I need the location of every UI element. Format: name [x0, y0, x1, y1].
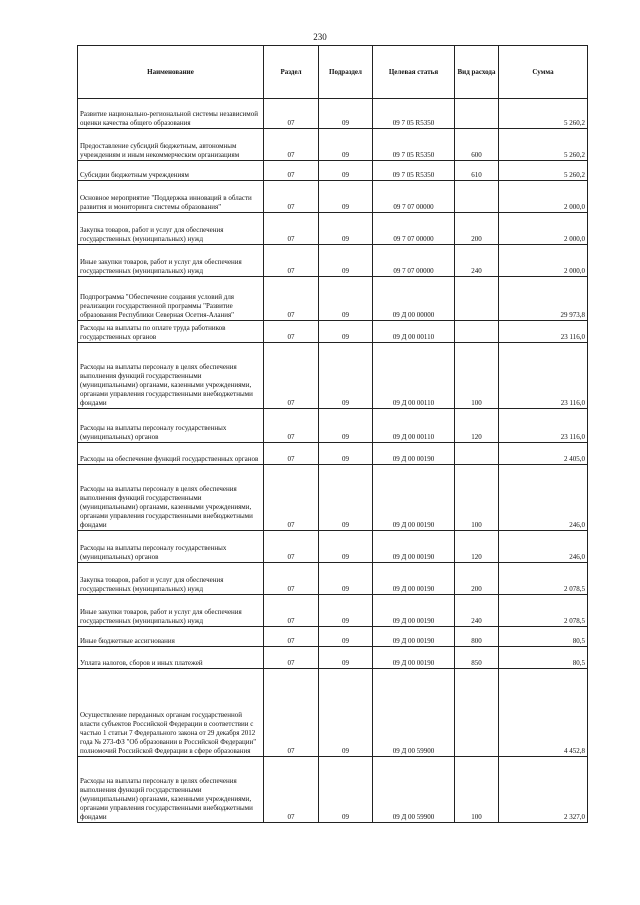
row-target: 09 Д 00 00190: [373, 531, 455, 563]
header-subsection: Подраздел: [319, 46, 373, 99]
row-subsection: 09: [319, 99, 373, 129]
table-row: [78, 161, 588, 181]
row-name: Подпрограмма "Обеспечение создания условий для реализации государственной программы "Развитие образования Республики Северная Осетия-Алания": [78, 277, 264, 321]
table-row: [78, 129, 588, 161]
row-section: 07: [264, 627, 319, 647]
row-name: Расходы на выплаты персоналу в целях обеспечения выполнения функций государственными (муниципальными) органами, казенными учреждениями, органами управления государственными внебюджетными фондами: [78, 343, 264, 409]
row-section: 07: [264, 531, 319, 563]
row-type: 240: [455, 245, 499, 277]
row-target: 09 Д 00 00190: [373, 647, 455, 669]
row-subsection: 09: [319, 245, 373, 277]
row-subsection: 09: [319, 409, 373, 443]
row-section: 07: [264, 343, 319, 409]
header-type: Вид расхода: [455, 46, 499, 99]
row-name: Иные закупки товаров, работ и услуг для обеспечения государственных (муниципальных) нужд: [78, 245, 264, 277]
table-row: [78, 343, 588, 409]
row-type: 100: [455, 757, 499, 823]
row-section: 07: [264, 443, 319, 465]
row-name: Предоставление субсидий бюджетным, автономным учреждениям и иным некоммерческим организациям: [78, 129, 264, 161]
row-name: Развитие национально-региональной системы независимой оценки качества общего образования: [78, 99, 264, 129]
table-row: [78, 757, 588, 823]
row-target: 09 7 07 00000: [373, 245, 455, 277]
row-type: 600: [455, 129, 499, 161]
table-row: [78, 647, 588, 669]
row-section: 07: [264, 213, 319, 245]
row-name: Расходы на выплаты по оплате труда работников государственных органов: [78, 321, 264, 343]
row-subsection: 09: [319, 181, 373, 213]
row-type: 850: [455, 647, 499, 669]
row-name: Уплата налогов, сборов и иных платежей: [78, 647, 264, 669]
table-row: [78, 277, 588, 321]
table-row: [78, 99, 588, 129]
row-type: 120: [455, 409, 499, 443]
table-row: [78, 627, 588, 647]
header-sum: Сумма: [499, 46, 588, 99]
row-name: Расходы на выплаты персоналу в целях обеспечения выполнения функций государственными (муниципальными) органами, казенными учреждениями, органами управления государственными внебюджетными фондами: [78, 465, 264, 531]
row-target: 09 7 05 R5350: [373, 161, 455, 181]
row-sum: 23 116,0: [499, 343, 588, 409]
row-target: 09 Д 00 00190: [373, 563, 455, 595]
row-subsection: 09: [319, 595, 373, 627]
row-type: 240: [455, 595, 499, 627]
row-section: 07: [264, 99, 319, 129]
table-row: [78, 563, 588, 595]
row-target: 09 7 05 R5350: [373, 99, 455, 129]
row-name: Осуществление переданных органам государственной власти субъектов Российской Федерации в соответствии с частью 1 статьи 7 Федерального закона от 29 декабря 2012 года № 273-ФЗ "Об образовании в Российской Федерации" полномочий Российской Федерации в сфере образования: [78, 669, 264, 757]
row-section: 07: [264, 181, 319, 213]
row-subsection: 09: [319, 465, 373, 531]
row-section: 07: [264, 757, 319, 823]
row-sum: 4 452,8: [499, 669, 588, 757]
row-type: 120: [455, 531, 499, 563]
row-sum: 23 116,0: [499, 409, 588, 443]
header-name: Наименование: [78, 46, 264, 99]
header-target: Целевая статья: [373, 46, 455, 99]
row-target: 09 Д 00 00190: [373, 465, 455, 531]
row-sum: 2 405,0: [499, 443, 588, 465]
row-section: 07: [264, 129, 319, 161]
table-row: [78, 245, 588, 277]
row-target: 09 Д 00 59900: [373, 669, 455, 757]
row-target: 09 7 07 00000: [373, 213, 455, 245]
row-name: Расходы на выплаты персоналу государственных (муниципальных) органов: [78, 531, 264, 563]
row-sum: 2 078,5: [499, 563, 588, 595]
page-number: 230: [313, 32, 327, 42]
row-target: 09 Д 00 00190: [373, 443, 455, 465]
header-section: Раздел: [264, 46, 319, 99]
row-target: 09 Д 00 00000: [373, 277, 455, 321]
row-type: 200: [455, 563, 499, 595]
row-sum: 246,0: [499, 531, 588, 563]
row-type: [455, 321, 499, 343]
row-sum: 5 260,2: [499, 129, 588, 161]
row-section: 07: [264, 595, 319, 627]
row-name: Закупка товаров, работ и услуг для обеспечения государственных (муниципальных) нужд: [78, 563, 264, 595]
row-type: [455, 181, 499, 213]
row-section: 07: [264, 161, 319, 181]
row-target: 09 Д 00 00110: [373, 321, 455, 343]
table-row: [78, 465, 588, 531]
row-name: Основное мероприятие "Поддержка инноваций в области развития и мониторинга системы образования": [78, 181, 264, 213]
row-type: [455, 99, 499, 129]
row-sum: 29 973,8: [499, 277, 588, 321]
row-type: 100: [455, 465, 499, 531]
row-subsection: 09: [319, 277, 373, 321]
row-sum: 23 116,0: [499, 321, 588, 343]
row-target: 09 Д 00 00190: [373, 595, 455, 627]
row-name: Расходы на выплаты персоналу государственных (муниципальных) органов: [78, 409, 264, 443]
row-sum: 2 078,5: [499, 595, 588, 627]
row-name: Субсидии бюджетным учреждениям: [78, 161, 264, 181]
table-row: [78, 321, 588, 343]
row-subsection: 09: [319, 161, 373, 181]
row-target: 09 7 05 R5350: [373, 129, 455, 161]
table-row: [78, 595, 588, 627]
row-type: 800: [455, 627, 499, 647]
table-row: [78, 181, 588, 213]
row-section: 07: [264, 647, 319, 669]
row-sum: 5 260,2: [499, 99, 588, 129]
row-subsection: 09: [319, 627, 373, 647]
row-sum: 2 000,0: [499, 213, 588, 245]
row-section: 07: [264, 245, 319, 277]
row-subsection: 09: [319, 321, 373, 343]
row-sum: 2 327,0: [499, 757, 588, 823]
row-sum: 2 000,0: [499, 181, 588, 213]
row-subsection: 09: [319, 757, 373, 823]
row-name: Расходы на обеспечение функций государственных органов: [78, 443, 264, 465]
row-sum: 80,5: [499, 647, 588, 669]
row-type: [455, 669, 499, 757]
row-sum: 2 000,0: [499, 245, 588, 277]
row-subsection: 09: [319, 343, 373, 409]
row-name: Иные закупки товаров, работ и услуг для обеспечения государственных (муниципальных) нужд: [78, 595, 264, 627]
row-section: 07: [264, 465, 319, 531]
row-subsection: 09: [319, 647, 373, 669]
table-row: [78, 669, 588, 757]
row-type: [455, 277, 499, 321]
row-section: 07: [264, 321, 319, 343]
row-type: 100: [455, 343, 499, 409]
row-sum: 80,5: [499, 627, 588, 647]
row-target: 09 Д 00 00110: [373, 343, 455, 409]
row-subsection: 09: [319, 443, 373, 465]
row-section: 07: [264, 277, 319, 321]
row-section: 07: [264, 409, 319, 443]
row-type: 200: [455, 213, 499, 245]
row-section: 07: [264, 669, 319, 757]
row-subsection: 09: [319, 669, 373, 757]
row-sum: 246,0: [499, 465, 588, 531]
row-type: 610: [455, 161, 499, 181]
row-subsection: 09: [319, 531, 373, 563]
row-subsection: 09: [319, 213, 373, 245]
row-section: 07: [264, 563, 319, 595]
table-header-row: [78, 46, 588, 99]
table-row: [78, 409, 588, 443]
row-name: Расходы на выплаты персоналу в целях обеспечения выполнения функций государственными (муниципальными) органами, казенными учреждениями, органами управления государственными внебюджетными фондами: [78, 757, 264, 823]
table-row: [78, 531, 588, 563]
row-subsection: 09: [319, 563, 373, 595]
row-sum: 5 260,2: [499, 161, 588, 181]
row-name: Иные бюджетные ассигнования: [78, 627, 264, 647]
budget-table: [77, 45, 588, 823]
row-name: Закупка товаров, работ и услуг для обеспечения государственных (муниципальных) нужд: [78, 213, 264, 245]
row-target: 09 Д 00 59900: [373, 757, 455, 823]
row-target: 09 Д 00 00110: [373, 409, 455, 443]
row-subsection: 09: [319, 129, 373, 161]
row-type: [455, 443, 499, 465]
table-row: [78, 443, 588, 465]
table-row: [78, 213, 588, 245]
row-target: 09 7 07 00000: [373, 181, 455, 213]
row-target: 09 Д 00 00190: [373, 627, 455, 647]
